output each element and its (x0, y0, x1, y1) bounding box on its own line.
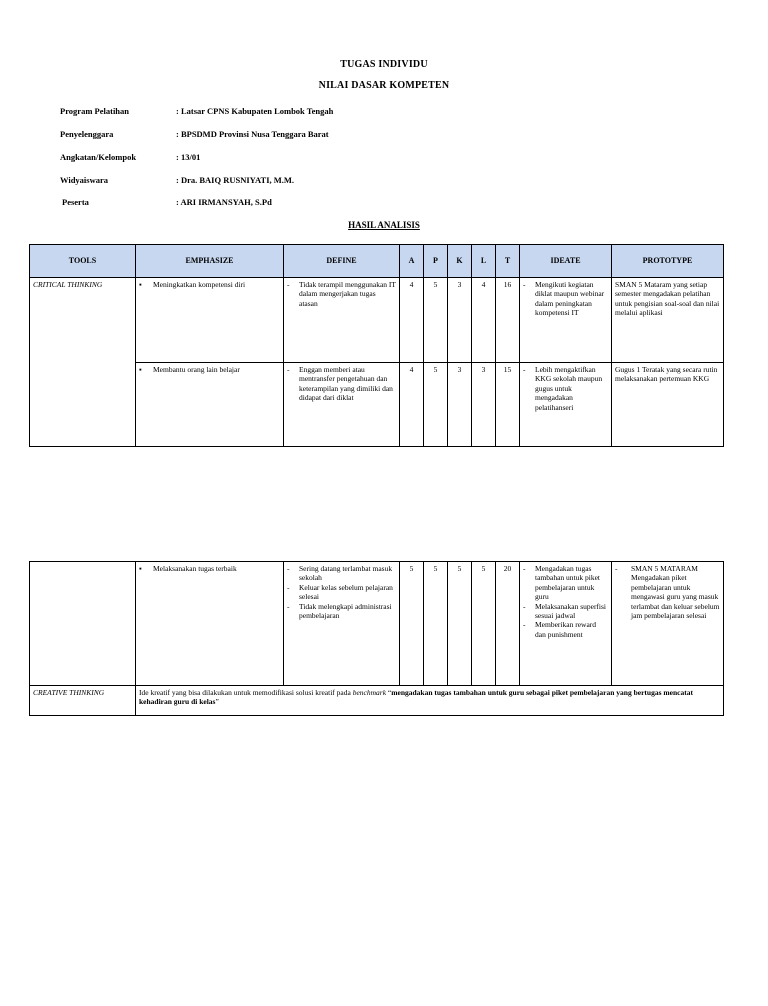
col-header-t: T (496, 245, 520, 278)
define-cell: - Sering datang terlambat masuk sekolah - Keluar kelas sebelum pelajaran selesai - Tidak melengkapi administrasi pembelajaran (284, 562, 400, 686)
analysis-table (29, 244, 724, 447)
score-p: 5 (424, 363, 448, 447)
page-title-1: TUGAS INDIVIDU (340, 59, 428, 70)
score-t: 16 (496, 278, 520, 363)
score-l: 5 (472, 562, 496, 686)
info-label-widyaiswara: Widyaiswara (60, 175, 109, 185)
col-header-l: L (472, 245, 496, 278)
col-header-p: P (424, 245, 448, 278)
table-row (30, 686, 724, 716)
emphasize-cell: ▪ Meningkatkan kompetensi diri (136, 278, 284, 363)
prototype-cell: Gugus 1 Teratak yang secara rutin melaksanakan pertemuan KKG (612, 363, 724, 447)
col-header-prototype: PROTOTYPE (612, 245, 724, 278)
col-header-emphasize: EMPHASIZE (136, 245, 284, 278)
score-p: 5 (424, 562, 448, 686)
analysis-table-continued (29, 561, 724, 716)
col-header-define: DEFINE (284, 245, 400, 278)
tool-critical-thinking: CRITICAL THINKING (30, 278, 136, 447)
table-row (30, 562, 724, 686)
ideate-cell: - Mengikuti kegiatan diklat maupun webinar dalam peningkatan kompetensi IT (520, 278, 612, 363)
score-a: 4 (400, 363, 424, 447)
ideate-cell: - Mengadakan tugas tambahan untuk piket pembelajaran untuk guru - Melaksanakan superfisi sesuai jadwal - Memberikan reward dan punishment (520, 562, 612, 686)
tool-creative-thinking: CREATIVE THINKING (30, 686, 136, 716)
info-label-penyelenggara: Penyelenggara (60, 129, 114, 139)
col-header-a: A (400, 245, 424, 278)
info-label-program: Program Pelatihan (60, 106, 130, 116)
section-subtitle: HASIL ANALISIS (348, 220, 420, 230)
emphasize-cell: ▪ Melaksanakan tugas terbaik (136, 562, 284, 686)
score-l: 4 (472, 278, 496, 363)
define-cell: - Tidak terampil menggunakan IT dalam mengerjakan tugas atasan (284, 278, 400, 363)
col-header-k: K (448, 245, 472, 278)
prototype-body: Mengadakan piket pembelajaran untuk mengawasi guru yang masuk terlambat dan keluar sebelum jam pembelajaran selesai (631, 573, 720, 620)
creative-thinking-text: Ide kreatif yang bisa dilakukan untuk memodifikasi solusi kreatif pada benchmark “mengadakan tugas tambahan untuk guru sebagai piket pembelajaran yang bertugas mencatat kehadiran guru di kelas” (136, 686, 724, 716)
define-cell: - Enggan memberi atau mentransfer pengetahuan dan keterampilan yang dimiliki dan didapat dari diklat (284, 363, 400, 447)
page-title-2: NILAI DASAR KOMPETEN (318, 80, 450, 91)
ideate-cell: - Lebih mengaktifkan KKG sekolah maupun gugus untuk mengadakan pelatihanseri (520, 363, 612, 447)
score-k: 3 (448, 363, 472, 447)
col-header-tools: TOOLS (30, 245, 136, 278)
info-value-penyelenggara: : BPSDMD Provinsi Nusa Tenggara Barat (176, 129, 329, 139)
info-value-widyaiswara: : Dra. BAIQ RUSNIYATI, M.M. (176, 175, 295, 185)
col-header-ideate: IDEATE (520, 245, 612, 278)
info-value-peserta: : ARI IRMANSYAH, S.Pd (176, 197, 272, 207)
emphasize-cell: ▪ Membantu orang lain belajar (136, 363, 284, 447)
score-t: 15 (496, 363, 520, 447)
score-a: 4 (400, 278, 424, 363)
prototype-cell: SMAN 5 Mataram yang setiap semester mengadakan pelatihan untuk pengisian soal-soal dan nilai melalui aplikasi (612, 278, 724, 363)
tool-empty-cell (30, 562, 136, 686)
info-label-peserta: Peserta (62, 197, 89, 207)
info-value-program: : Latsar CPNS Kabupaten Lombok Tengah (176, 106, 334, 116)
table-header-row (30, 245, 724, 278)
score-t: 20 (496, 562, 520, 686)
prototype-cell: - SMAN 5 MATARAM Mengadakan piket pembelajaran untuk mengawasi guru yang masuk terlambat dan keluar sebelum jam pembelajaran selesai (612, 562, 724, 686)
score-k: 3 (448, 278, 472, 363)
score-p: 5 (424, 278, 448, 363)
info-value-angkatan: : 13/01 (176, 152, 201, 162)
score-l: 3 (472, 363, 496, 447)
info-label-angkatan: Angkatan/Kelompok (60, 152, 137, 162)
score-k: 5 (448, 562, 472, 686)
score-a: 5 (400, 562, 424, 686)
table-row (30, 278, 724, 363)
